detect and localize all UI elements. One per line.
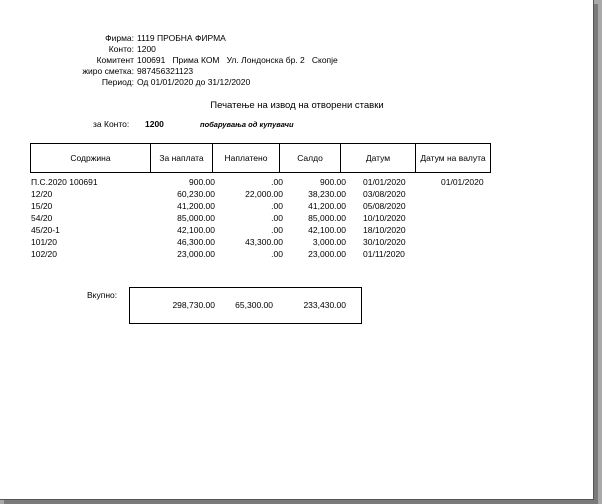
col-value-date: Датум на валута — [416, 144, 491, 173]
period-label: Период: — [101, 77, 134, 87]
firm-label: Фирма: — [105, 33, 134, 43]
konto-value: 1200 — [137, 44, 156, 54]
cell-paid: 22,000.00 — [245, 189, 283, 199]
period-value: Од 01/01/2020 до 31/12/2020 — [137, 77, 251, 87]
table-row — [0, 225, 594, 237]
col-paid: Наплатено — [213, 144, 280, 173]
cell-to-pay: 85,000.00 — [177, 213, 215, 223]
cell-to-pay: 23,000.00 — [177, 249, 215, 259]
cell-date: 01/11/2020 — [363, 249, 405, 259]
total-balance: 233,430.00 — [303, 300, 346, 310]
cell-paid: .00 — [271, 201, 283, 211]
account-value: 987456321123 — [137, 66, 194, 76]
header-row-firm — [0, 33, 400, 44]
table-row — [0, 177, 594, 189]
cell-balance: 85,000.00 — [308, 213, 346, 223]
cell-content: П.С.2020 100691 — [31, 177, 98, 187]
cell-content: 12/20 — [31, 189, 53, 199]
konto-label: Конто: — [108, 44, 134, 54]
total-paid: 65,300.00 — [235, 300, 273, 310]
page-shadow-bottom — [4, 500, 598, 504]
cell-to-pay: 60,230.00 — [177, 189, 215, 199]
cell-date: 03/08/2020 — [363, 189, 406, 199]
items-table-header — [30, 143, 491, 173]
cell-paid: .00 — [271, 213, 283, 223]
konto-line-name: побарувања од купувачи — [200, 120, 294, 129]
konto-line-label: за Конто: — [93, 119, 130, 129]
cell-to-pay: 900.00 — [189, 177, 215, 187]
table-row — [0, 189, 594, 201]
table-row — [0, 249, 594, 261]
komitent-value: 100691 Прима КОМ Ул. Лондонска бр. 2 Скопје — [137, 55, 338, 65]
cell-value-date: 01/01/2020 — [441, 177, 484, 187]
cell-balance: 41,200.00 — [308, 201, 346, 211]
cell-content: 102/20 — [31, 249, 57, 259]
komitent-label: Комитент — [96, 55, 134, 65]
col-content: Содржина — [31, 144, 151, 173]
page-shadow-right — [594, 4, 598, 504]
cell-content: 45/20-1 — [31, 225, 60, 235]
cell-date: 05/08/2020 — [363, 201, 406, 211]
firm-value: 1119 ПРОБНА ФИРМА — [137, 33, 226, 43]
header-row-konto — [0, 44, 400, 55]
report-title: Печатење на извод на отворени ставки — [210, 100, 384, 111]
table-row — [0, 237, 594, 249]
cell-date: 01/01/2020 — [363, 177, 406, 187]
cell-to-pay: 42,100.00 — [177, 225, 215, 235]
cell-to-pay: 46,300.00 — [177, 237, 215, 247]
cell-date: 30/10/2020 — [363, 237, 406, 247]
totals-label: Вкупно: — [87, 290, 118, 300]
cell-paid: .00 — [271, 249, 283, 259]
header-row-komitent — [0, 55, 400, 66]
cell-date: 10/10/2020 — [363, 213, 406, 223]
col-date: Датум — [341, 144, 416, 173]
cell-balance: 23,000.00 — [308, 249, 346, 259]
cell-content: 54/20 — [31, 213, 53, 223]
cell-paid: .00 — [271, 225, 283, 235]
header-row-account — [0, 66, 400, 77]
cell-balance: 3,000.00 — [312, 237, 346, 247]
cell-balance: 38,230.00 — [308, 189, 346, 199]
cell-paid: .00 — [271, 177, 283, 187]
total-to-pay: 298,730.00 — [172, 300, 215, 310]
cell-balance: 42,100.00 — [308, 225, 346, 235]
account-label: жиро сметка: — [82, 66, 134, 76]
cell-date: 18/10/2020 — [363, 225, 406, 235]
konto-line-number: 1200 — [145, 119, 164, 129]
cell-paid: 43,300.00 — [245, 237, 283, 247]
cell-balance: 900.00 — [320, 177, 346, 187]
table-row — [0, 201, 594, 213]
table-row — [0, 213, 594, 225]
cell-content: 101/20 — [31, 237, 57, 247]
cell-content: 15/20 — [31, 201, 53, 211]
header-row-period — [0, 77, 400, 88]
cell-to-pay: 41,200.00 — [177, 201, 215, 211]
col-balance: Салдо — [280, 144, 341, 173]
col-to-pay: За наплата — [151, 144, 213, 173]
